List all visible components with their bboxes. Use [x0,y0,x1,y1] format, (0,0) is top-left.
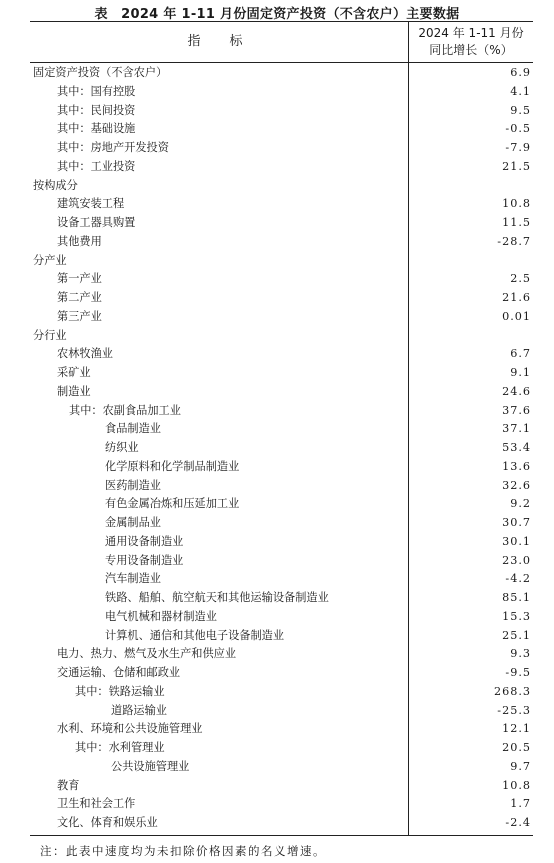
row-label: 其中：房地产开发投资 [57,141,169,154]
row-label: 文化、体育和娱乐业 [57,816,158,829]
row-label: 制造业 [57,384,91,398]
row-label: 其中：水利管理业 [75,741,165,754]
table-row [30,627,533,646]
row-label: 固定资产投资（不含农户） [33,66,168,79]
table-row [30,777,533,796]
row-label: 计算机、通信和其他电子设备制造业 [105,628,285,642]
row-value: -9.5 [505,666,531,679]
row-label: 其中：工业投资 [57,159,136,173]
data-table [30,21,533,836]
row-value: -4.2 [505,572,531,586]
row-value: 2.5 [510,272,531,286]
row-value: 0.01 [502,309,531,323]
table-row [30,814,533,833]
table-row [30,120,533,139]
row-value: 30.1 [502,534,531,548]
row-value: 9.5 [510,103,531,117]
footnote: 注：此表中速度均为未扣除价格因素的名义增速。 [40,844,326,858]
table-row [30,758,533,777]
row-label: 电气机械和器材制造业 [105,609,217,623]
row-value: 268.3 [493,684,531,698]
row-label: 公共设施管理业 [111,759,190,773]
row-value: 13.6 [502,459,531,473]
table-row [30,402,533,421]
table-row [30,214,533,233]
table-row [30,139,533,158]
row-value: 6.9 [510,66,531,79]
row-label: 金属制品业 [105,516,161,529]
row-value: 10.8 [502,778,531,792]
row-label: 教育 [57,778,80,792]
row-value: -28.7 [497,234,531,248]
table-title: 表 2024 年 1-11 月份固定资产投资（不含农户）主要数据 [94,7,460,22]
row-label: 农林牧渔业 [57,347,113,361]
row-value: 24.6 [502,384,531,398]
row-label: 交通运输、仓储和邮政业 [57,666,181,679]
row-label: 第三产业 [57,309,102,323]
table-row [30,252,533,271]
row-value: 30.7 [502,516,531,529]
row-label: 其他费用 [57,234,102,248]
row-label: 水利、环境和公共设施管理业 [57,722,203,736]
row-label: 其中：农副食品加工业 [69,403,181,417]
row-value: 20.5 [502,741,531,754]
row-label: 道路运输业 [111,703,167,717]
table-row [30,195,533,214]
table-row [30,308,533,327]
table-row [30,289,533,308]
table-row [30,458,533,477]
row-label: 铁路、船舶、航空航天和其他运输设备制造业 [105,591,329,604]
table-row [30,158,533,177]
row-value: 9.2 [510,497,531,511]
table-row [30,64,533,83]
row-value: 37.1 [502,422,531,436]
table-row [30,795,533,814]
table-row [30,345,533,364]
row-label: 设备工器具购置 [57,216,136,229]
row-label: 分行业 [33,328,67,342]
row-value: 85.1 [502,591,531,604]
row-label: 专用设备制造业 [105,553,184,567]
row-value: 23.0 [502,553,531,567]
table-row [30,589,533,608]
table-row [30,739,533,758]
table-row [30,570,533,589]
table-row [30,177,533,196]
row-label: 其中：铁路运输业 [75,684,165,698]
table-row [30,327,533,346]
row-label: 建筑安装工程 [57,197,125,211]
table-row [30,533,533,552]
header-growth-line1: 2024 年 1-11 月份 [418,26,524,40]
row-value: 37.6 [502,403,531,417]
row-label: 汽车制造业 [105,572,161,586]
row-label: 分产业 [33,253,67,267]
header-growth [409,25,533,59]
table-row [30,420,533,439]
row-value: 9.7 [510,759,531,773]
row-label: 采矿业 [57,366,91,379]
table-row [30,514,533,533]
table-row [30,664,533,683]
row-label: 其中：民间投资 [57,103,136,117]
table-header [30,22,533,63]
table-row [30,645,533,664]
row-label: 按构成分 [33,178,78,192]
row-value: 4.1 [510,84,531,98]
row-value: 6.7 [510,347,531,361]
row-value: 12.1 [502,722,531,736]
table-row [30,364,533,383]
table-row [30,383,533,402]
table-row [30,552,533,571]
table-row [30,720,533,739]
table-row [30,270,533,289]
row-label: 电力、热力、燃气及水生产和供应业 [57,647,237,661]
row-value: 9.1 [510,366,531,379]
row-value: 21.5 [502,159,531,173]
table-row [30,477,533,496]
row-label: 食品制造业 [105,422,161,436]
row-value: -7.9 [505,141,531,154]
header-indicator: 指 标 [187,34,251,49]
row-value: 21.6 [502,291,531,304]
table-row [30,233,533,252]
row-label: 其中：基础设施 [57,122,136,136]
header-growth-line2: 同比增长（%） [429,43,513,57]
row-value: 15.3 [502,609,531,623]
row-label: 有色金属冶炼和压延加工业 [105,497,240,511]
table-row [30,683,533,702]
table-row [30,439,533,458]
row-value: -0.5 [505,122,531,136]
row-label: 医药制造业 [105,478,161,492]
table-row [30,495,533,514]
table-row [30,608,533,627]
row-label: 卫生和社会工作 [57,797,136,811]
table-row [30,102,533,121]
row-value: 9.3 [510,647,531,661]
row-label: 通用设备制造业 [105,534,184,548]
row-value: 32.6 [502,478,531,492]
row-label: 第二产业 [57,291,102,304]
table-body [30,64,533,833]
row-value: 10.8 [502,197,531,211]
row-label: 化学原料和化学制品制造业 [105,459,240,473]
row-value: 1.7 [510,797,531,811]
row-label: 纺织业 [105,441,139,454]
table-row [30,83,533,102]
row-value: 11.5 [502,216,531,229]
table-row [30,702,533,721]
row-value: 25.1 [502,628,531,642]
row-label: 其中：国有控股 [57,84,136,98]
row-value: 53.4 [502,441,531,454]
row-label: 第一产业 [57,272,102,286]
row-value: -2.4 [505,816,531,829]
row-value: -25.3 [497,703,531,717]
